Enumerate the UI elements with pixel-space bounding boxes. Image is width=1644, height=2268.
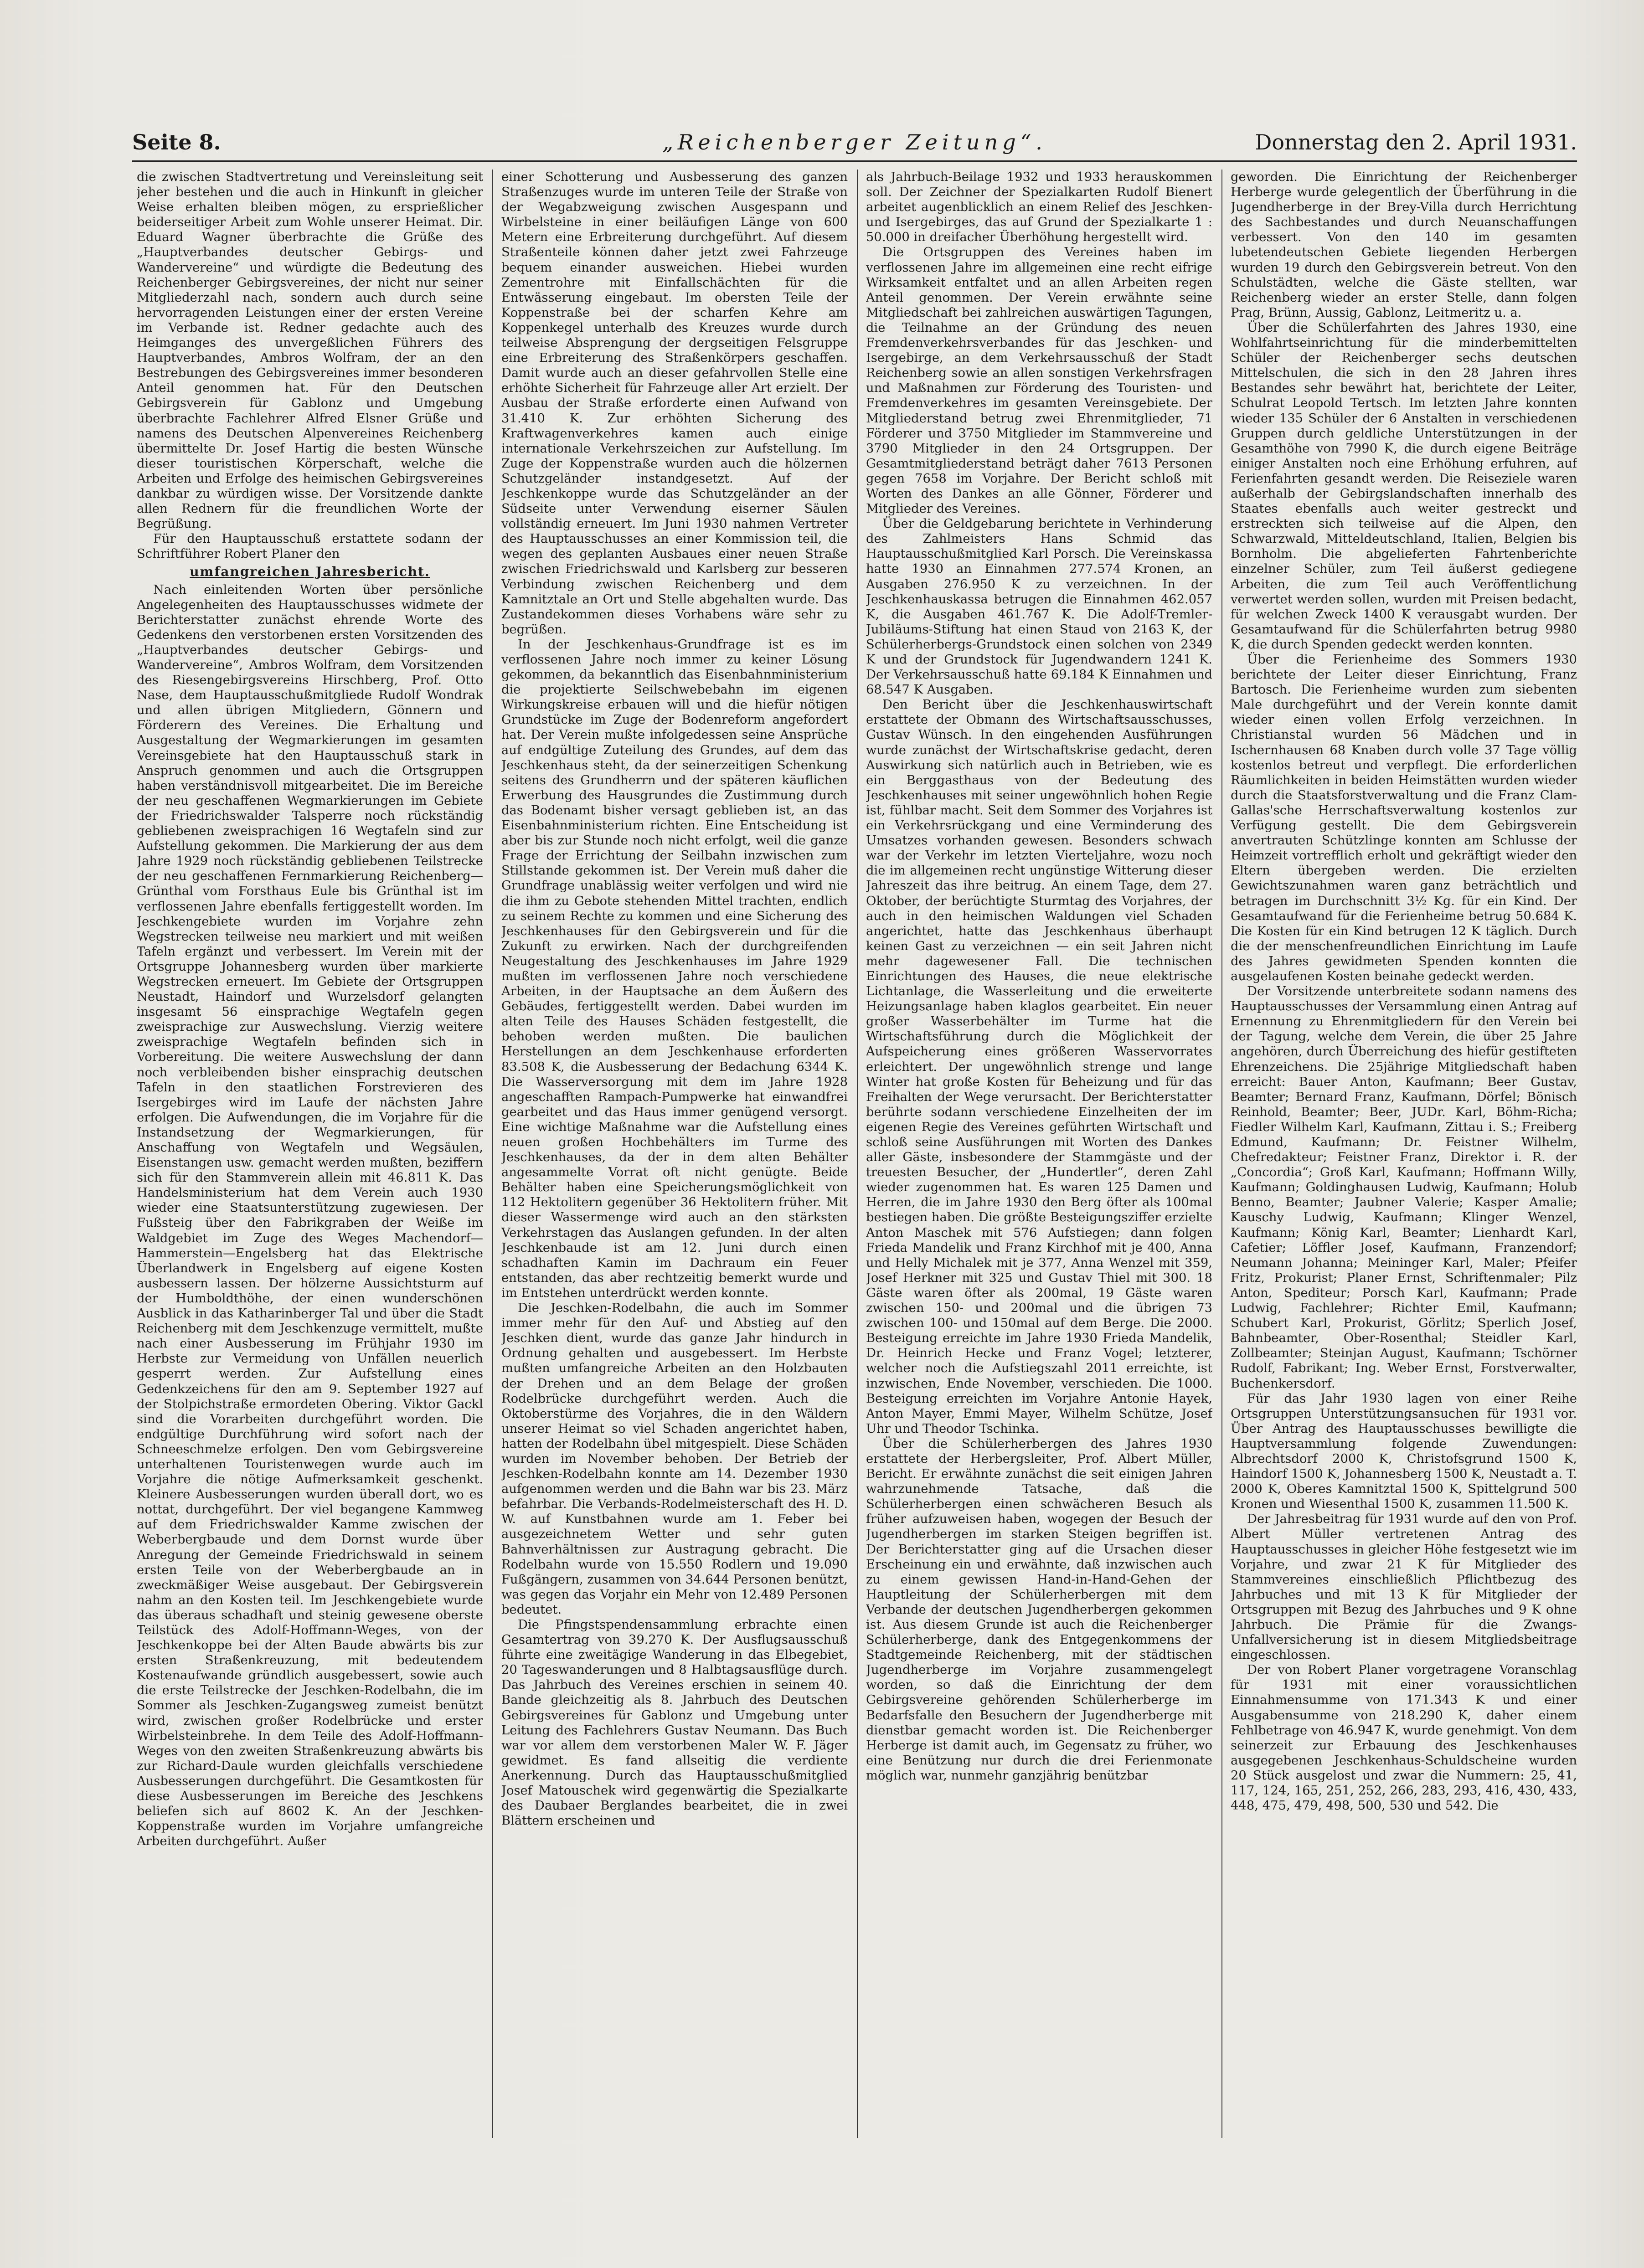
paragraph: einer Schotterung und Ausbesserung des ganzen Straßenzuges wurde im unteren Teile der Straße von der Wegabzweigung zwischen Ausgespann und Wirbelsteine in einer beiläufigen Länge von 600 Metern eine Erbreiterung durchgeführt. Auf diesem Straßenteile können daher jetzt zwei Fahrzeuge bequem einander ausweichen. Hiebei wurden Zementrohre mit Einfallschächten für die Entwässerung eingebaut. Im obersten Teile der Koppenstraße bei der scharfen Kehre am Koppenkegel unterhalb des Kreuzes wurde durch teilweise Absprengung der dergseitigen Felsgruppe eine Erbreiterung des Straßenkörpers geschaffen. Damit wurde auch an dieser gefahrvollen Stelle eine erhöhte Sicherheit für Fahrzeuge aller Art erzielt. Der Ausbau der Straße erforderte einen Aufwand von 31.410 K. Zur erhöhten Sicherung des Kraftwagenverkehres kamen auch einige internationale Verkehrszeichen zur Aufstellung. Im Zuge der Koppenstraße wurden auch die hölzernen Schutzgeländer instandgesetzt. Auf der Jeschkenkoppe wurde das Schutzgeländer an der Südseite unter Verwendung eiserner Säulen vollständig erneuert. Im Juni 1930 nahmen Vertreter des Hauptausschusses an einer Kommission teil, die wegen des geplanten Ausbaues einer neuen Straße zwischen Friedrichswald und Karlsberg zur besseren Verbindung zwischen Reichenberg und dem Kamnitztale an Ort und Stelle abgehalten wurde. Das Zustandekommen dieses Vorhabens wäre sehr zu begrüßen.: [501, 170, 848, 637]
column-divider: [492, 170, 493, 2138]
paragraph: Die Ortsgruppen des Vereines haben im verflossenen Jahre im allgemeinen eine recht eifrige Wirksamkeit entfaltet und an allen Arbeiten regen Anteil genommen. Der Verein erwähnte seine Mitgliedschaft bei zahlreichen auswärtigen Tagungen, die Teilnahme an der Gründung des neuen Fremdenverkehrsverbandes für das Jeschken- und Isergebirge, an dem Verkehrsausschuß der Stadt Reichenberg sowie an allen sonstigen Verkehrsfragen und Maßnahmen zur Förderung des Touristen- und Fremdenverkehres im gesamten Vereinsgebiete. Der Mitgliederstand betrug zwei Ehrenmitglieder, 71 Förderer und 3750 Mitglieder im Stammvereine und 3790 Mitglieder in den 24 Ortsgruppen. Der Gesamtmitgliederstand beträgt daher 7613 Personen gegen 7658 im Vorjahre. Der Bericht schloß mit Worten des Dankes an alle Gönner, Förderer und Mitglieder des Vereines.: [866, 245, 1212, 516]
paragraph: Über die Schülerfahrten des Jahres 1930, eine Wohlfahrtseinrichtung für die minderbemittelten Schüler der Reichenberger sechs deutschen Mittelschulen, die sich in den 28 Jahren ihres Bestandes sehr bewährt hat, berichtete der Leiter, Schulrat Leopold Tertsch. Im letzten Jahre konnten wieder 135 Schüler der 6 Anstalten in verschiedenen Gruppen durch geldliche Unterstützungen in der Gesamthöhe von 7990 K, die durch eigene Beiträge einiger Anstalten noch eine Erhöhung erfuhren, auf Ferienfahrten gesandt werden. Die Reiseziele waren außerhalb der Gebirgslandschaften innerhalb des Staates ebenfalls auch weiter gestreckt und erstreckten sich teilweise auf die Alpen, den Schwarzwald, Mitteldeutschland, Italien, Belgien bis Bornholm. Die abgelieferten Fahrtenberichte einzelner Schüler, zum Teil äußerst gediegene Arbeiten, die zum Teil auch Veröffentlichung verwertet werden sollen, wurden mit Preisen bedacht, für welchen Zweck 1400 K verausgabt wurden. Der Gesamtaufwand für die Schülerfahrten betrug 9980 K, die durch Spenden gedeckt werden konnten.: [1231, 320, 1577, 652]
paragraph: Über die Ferienheime des Sommers 1930 berichtete der Leiter dieser Einrichtung, Franz Bartosch. Die Ferienheime wurden zum siebenten Male durchgeführt und der Verein konnte damit wieder einen vollen Erfolg verzeichnen. In Christianstal wurden 56 Mädchen und in Ischernhausen 68 Knaben durch volle 37 Tage völlig kostenlos betreut und verpflegt. Die erforderlichen Räumlichkeiten in beiden Heimstätten wurden wieder durch die Staatsforstverwaltung und die Franz Clam-Gallas'sche Herrschaftsverwaltung kostenlos zur Verfügung gestellt. Die dem Gebirgsverein anvertrauten Schützlinge konnten am Schlusse der Heimzeit vortrefflich erholt und gekräftigt wieder den Eltern übergeben werden. Die erzielten Gewichtszunahmen waren ganz beträchtlich und betragen im Durchschnitt 3½ Kg. für ein Kind. Der Gesamtaufwand für die Ferienheime betrug 50.684 K. Die Kosten für ein Kind betrugen 12 K täglich. Durch die der menschenfreundlichen Einrichtung im Laufe des Jahres gewidmeten Spenden konnten die ausgelaufenen Kosten beinahe gedeckt werden.: [1231, 653, 1577, 983]
paragraph: die zwischen Stadtvertretung und Vereinsleitung seit jeher bestehen und die auch in Hinkunft in gleicher Weise erhalten bleiben mögen, zu ersprießlicher beiderseitiger Arbeit zum Wohle unserer Heimat. Dir. Eduard Wagner überbrachte die Grüße des „Hauptverbandes deutscher Gebirgs- und Wandervereine“ und würdigte die Bedeutung des Reichenberger Gebirgsvereines, der nicht nur seiner Mitgliederzahl nach, sondern auch durch seine hervorragenden Leistungen einer der ersten Vereine im Verbande ist. Redner gedachte auch des Heimganges des unvergeßlichen Führers des Hauptverbandes, Ambros Wolfram, der an den Bestrebungen des Gebirgsvereines immer besonderen Anteil genommen hat. Für den Deutschen Gebirgsverein für Gablonz und Umgebung überbrachte Fachlehrer Alfred Elsner Grüße und namens des Deutschen Alpenvereines Reichenberg übermittelte Dr. Josef Hartig die besten Wünsche dieser touristischen Körperschaft, welche die Arbeiten und Erfolge des heimischen Gebirgsvereines dankbar zu würdigen wisse. Der Vorsitzende dankte allen Rednern für die freundlichen Worte der Begrüßung.: [137, 170, 483, 531]
paragraph: als Jahrbuch-Beilage 1932 und 1933 herauskommen soll. Der Zeichner der Spezialkarten Rudolf Bienert arbeitet augenblicklich an einem Relief des Jeschken- und Isergebirges, das auf Grund der Spezialkarte 1 : 50.000 in dreifacher Überhöhung hergestellt wird.: [866, 170, 1212, 245]
paragraph: Über die Schülerherbergen des Jahres 1930 erstattete der Herbergsleiter, Prof. Albert Müller, Bericht. Er erwähnte zunächst die seit einigen Jahren wahrzunehmende Tatsache, daß die Schülerherbergen einen schwächeren Besuch als früher aufzuweisen haben, wogegen der Besuch der Jugendherbergen im starken Steigen begriffen ist. Der Berichterstatter ging auf die Ursachen dieser Erscheinung ein und erwähnte, daß inzwischen auch zu einem gewissen Hand-in-Hand-Gehen der Hauptleitung der Schülerherbergen mit dem Verbande der deutschen Jugendherbergen gekommen ist. Aus diesem Grunde ist auch die Reichenberger Schülerherberge, dank des Entgegenkommens der Stadtgemeinde Reichenberg, mit der städtischen Jugendherberge im Vorjahre zusammengelegt worden, so daß die Einrichtung der dem Gebirgsvereine gehörenden Schülerherberge im Bedarfsfalle den Besuchern der Jugendherberge mit dienstbar gemacht worden ist. Die Reichenberger Herberge ist damit auch, im Gegensatz zu früher, wo eine Benützung nur durch die drei Ferienmonate möglich war, nunmehr ganzjährig benützbar: [866, 1436, 1212, 1783]
column-2: [501, 170, 848, 2138]
section-heading: umfangreichen Jahresbericht.: [190, 564, 430, 580]
paragraph: Der Jahresbeitrag für 1931 wurde auf den von Prof. Albert Müller vertretenen Antrag des Hauptausschusses in gleicher Höhe festgesetzt wie im Vorjahre, und zwar 21 K für Mitglieder des Stammvereines einschließlich Pflichtbezug des Jahrbuches und mit 13 K für Mitglieder der Ortsgruppen mit Bezug des Jahrbuches und 9 K ohne Jahrbuch. Die Prämie für die Zwangs-Unfallversicherung ist in diesem Mitgliedsbeitrage eingeschlossen.: [1231, 1512, 1577, 1662]
paragraph: geworden. Die Einrichtung der Reichenberger Herberge wurde gelegentlich der Überführung in die Jugendherberge in der Brey-Villa durch Herrichtung des Sachbestandes und durch Neuanschaffungen verbessert. Von den 140 im gesamten lubetendeutschen Gebiete liegenden Herbergen wurden 19 durch den Gebirgsverein betreut. Von den Schulstädten, welche die Gäste stellten, war Reichenberg wieder an erster Stelle, dann folgen Prag, Brünn, Aussig, Gablonz, Leitmeritz u. a.: [1231, 170, 1577, 320]
issue-date: Donnerstag den 2. April 1931.: [1255, 130, 1577, 154]
column-divider: [857, 170, 858, 2138]
page-number: Seite 8.: [132, 130, 221, 154]
paragraph: Für den Hauptausschuß erstattete sodann der Schriftführer Robert Planer den: [137, 532, 483, 561]
column-divider: [1221, 170, 1222, 2138]
paragraph: Die Jeschken-Rodelbahn, die auch im Sommer immer mehr für den Auf- und Abstieg auf den Jeschken dient, wurde das ganze Jahr hindurch in Ordnung gehalten und ausgebessert. Im Herbste mußten umfangreiche Arbeiten an den Holzbauten der Drehen und an dem Belage der großen Rodelbrücke durchgeführt werden. Auch die Oktoberstürme des Vorjahres, die in den Wäldern unserer Heimat so viel Schaden angerichtet haben, hatten der Rodelbahn übel mitgespielt. Diese Schäden wurden im November behoben. Der Betrieb der Jeschken-Rodelbahn konnte am 14. Dezember 1930 aufgenommen werden und die Bahn war bis 23. März befahrbar. Die Verbands-Rodelmeisterschaft des H. D. W. auf Kunstbahnen wurde am 1. Feber bei ausgezeichnetem Wetter und sehr guten Bahnverhältnissen zur Austragung gebracht. Die Rodelbahn wurde von 15.550 Rodlern und 19.090 Fußgängern, zusammen von 34.644 Personen benützt, was gegen das Vorjahr ein Mehr von 12.489 Personen bedeutet.: [501, 1301, 848, 1617]
article-columns: [137, 170, 1577, 2138]
paragraph: Für das Jahr 1930 lagen von einer Reihe Ortsgruppen Unterstützungsansuchen für 1931 vor. Über Antrag des Hauptausschusses bewilligte die Hauptversammlung folgende Zuwendungen: Albrechtsdorf 2000 K, Christofsgrund 1500 K, Haindorf 1500 K, Johannesberg 1500 K, Neustadt a. T. 2000 K, Oberes Kamnitztal 1500 K, Spittelgrund 500 Kronen und Wiesenthal 1500 K, zusammen 11.500 K.: [1231, 1391, 1577, 1512]
paragraph: Der von Robert Planer vorgetragene Voranschlag für 1931 mit einer voraussichtlichen Einnahmensumme von 171.343 K und einer Ausgabensumme von 218.290 K, daher einem Fehlbetrage von 46.947 K, wurde genehmigt. Von dem seinerzeit zur Erbauung des Jeschkenhauses ausgegebenen Jeschkenhaus-Schuldscheine wurden 20 Stück ausgelost und zwar die Nummern: 25, 41, 117, 124, 165, 251, 252, 266, 283, 293, 416, 430, 433, 448, 475, 479, 498, 500, 530 und 542. Die: [1231, 1663, 1577, 1813]
column-1: [137, 170, 483, 2138]
paragraph: In der Jeschkenhaus-Grundfrage ist es im verflossenen Jahre noch immer zu keiner Lösung gekommen, da bekanntlich das Eisenbahnministerium die projektierte Seilschwebebahn im eigenen Wirkungskreise erbauen will und die hiefür nötigen Grundstücke im Zuge der Bodenreform angefordert hat. Der Verein mußte infolgedessen seine Ansprüche auf endgültige Zuteilung des Grundes, auf dem das Jeschkenhaus steht, da der seinerzeitigen Schenkung seitens des Grundherrn und der späteren käuflichen Erwerbung des Hausgrundes die Zustimmung durch das Bodenamt bisher versagt geblieben ist, an das Eisenbahnministerium richten. Eine Entscheidung ist aber bis zur Stunde noch nicht erfolgt, weil die ganze Frage der Errichtung der Seilbahn inzwischen zum Stillstande gekommen ist. Der Verein muß daher die Grundfrage unablässig weiter verfolgen und wird nie die ihm zu Gebote stehenden Mittel trachten, endlich zu seinem Rechte zu kommen und eine Sicherung des Jeschkenhauses für den Gebirgsverein und für die Zukunft zu erwirken. Nach der durchgreifenden Neugestaltung des Jeschkenhauses im Jahre 1929 mußten im verflossenen Jahre noch verschiedene Arbeiten, in der Hauptsache an dem Äußern des Gebäudes, fertiggestellt werden. Dabei wurden im alten Teile des Hauses Schäden festgestellt, die behoben werden mußten. Die baulichen Herstellungen an dem Jeschkenhause erforderten 83.508 K, die Ausbesserung der Bedachung 6344 K. Die Wasserversorgung mit dem im Jahre 1928 angeschafften Rampach-Pumpwerke hat einwandfrei gearbeitet und das Haus immer genügend versorgt. Eine wichtige Maßnahme war die Aufstellung eines neuen großen Hochbehälters im Turme des Jeschkenhauses, da der in dem alten Behälter angesammelte Vorrat oft nicht genügte. Beide Behälter haben eine Speicherungsmöglichkeit von 112 Hektolitern gegenüber 36 Hektolitern früher. Mit dieser Wassermenge wird auch an den stärksten Verkehrstagen das Auslangen gefunden. In der alten Jeschkenbaude ist am 12. Juni durch einen schadhaften Kamin im Dachraum ein Feuer entstanden, das aber rechtzeitig bemerkt wurde und im Entstehen unterdrückt werden konnte.: [501, 637, 848, 1300]
newspaper-title: „Reichenberger Zeitung“.: [662, 130, 1047, 154]
paragraph: Die Pfingstspendensammlung erbrachte einen Gesamtertrag von 39.270 K. Der Ausflugsausschuß führte eine zweitägige Wanderung in das Elbegebiet, 20 Tageswanderungen und 8 Halbtagsausflüge durch. Das Jahrbuch des Vereines erschien in seinem 40. Bande gleichzeitig als 8. Jahrbuch des Deutschen Gebirgsvereines für Gablonz und Umgebung unter Leitung des Fachlehrers Gustav Neumann. Das Buch war vor allem dem verstorbenen Maler W. F. Jäger gewidmet. Es fand allseitig die verdiente Anerkennung. Durch das Hauptausschußmitglied Josef Matouschek wird gegenwärtig die Spezialkarte des Daubaer Berglandes bearbeitet, die in zwei Blättern erscheinen und: [501, 1618, 848, 1828]
paragraph: Über die Geldgebarung berichtete in Verhinderung des Zahlmeisters Hans Schmid das Hauptausschußmitglied Karl Porsch. Die Vereinskassa hatte 1930 an Einnahmen 277.574 Kronen, an Ausgaben 276.950 K zu verzeichnen. In der Jeschkenhauskassa betrugen die Einnahmen 462.057 K, die Ausgaben 461.767 K. Die Adolf-Tremler-Jubiläums-Stiftung hat einen Staud von 2163 K, der Schülerherbergs-Grundstock einen solchen von 2349 K und der Grundstock für Jugendwandern 1241 K. Der Verkehrsausschuß hatte 69.184 K Einnahmen und 68.547 K Ausgaben.: [866, 517, 1212, 697]
column-4: [1231, 170, 1577, 2138]
page-header: [132, 129, 1577, 162]
paragraph: Den Bericht über die Jeschkenhauswirtschaft erstattete der Obmann des Wirtschaftsausschusses, Gustav Wünsch. In den eingehenden Ausführungen wurde zunächst der Wirtschaftskrise gedacht, deren Auswirkung sich natürlich auch in Betrieben, wie es ein Berggasthaus von der Bedeutung des Jeschkenhauses mit seiner ungewöhnlich hohen Regie ist, fühlbar macht. Seit dem Sommer des Vorjahres ist ein Verkehrsrückgang und eine Verminderung des Umsatzes vorhanden gewesen. Besonders schwach war der Verkehr im letzten Vierteljahre, wozu noch die im allgemeinen recht ungünstige Witterung dieser Jahreszeit das ihre beitrug. An einem Tage, dem 27. Oktober, der berüchtigte Sturmtag des Vorjahres, der auch in den heimischen Waldungen viel Schaden angerichtet, hatte das Jeschkenhaus überhaupt keinen Gast zu verzeichnen — ein seit Jahren nicht mehr dagewesener Fall. Die technischen Einrichtungen des Hauses, die neue elektrische Lichtanlage, die Wasserleitung und die erweiterte Heizungsanlage haben klaglos gearbeitet. Ein neuer großer Wasserbehälter im Turme hat die Wirtschaftsführung durch die Möglichkeit der Aufspeicherung eines größeren Wasservorrates erleichtert. Der ungewöhnlich strenge und lange Winter hat große Kosten für Beheizung und für das Freihalten der Wege verursacht. Der Berichterstatter berührte sodann verschiedene Einzelheiten der im eigenen Regie des Vereines geführten Wirtschaft und schloß seine Ausführungen mit Worten des Dankes aller Gäste, insbesondere der Stammgäste und der treuesten Besucher, der „Hundertler“, deren Zahl wieder zugenommen hat. Es waren 125 Damen und Herren, die im Jahre 1930 den Berg öfter als 100mal bestiegen haben. Die größte Besteigungsziffer erzielte Anton Maschek mit 576 Aufstiegen; dann folgen Frieda Mandelik und Franz Kirchhof mit je 400, Anna und Helly Michalek mit je 377, Anna Wenzel mit 359, Josef Herkner mit 325 und Gustav Thiel mit 300. 18 Gäste waren öfter als 200mal, 19 Gäste waren zwischen 150- und 200mal und die übrigen 73 zwischen 100- und 150mal auf dem Berge. Die 2000. Besteigung erreichte im Jahre 1930 Frieda Mandelik, Dr. Heinrich Hecke und Franz Vogel; letzterer, welcher noch die Aufstiegszahl 2011 erreichte, ist inzwischen, Ende November, verschieden. Die 1000. Besteigung erreichten im Vorjahre Antonie Hayek, Anton Mayer, Emmi Mayer, Wilhelm Schütze, Josef Uhr und Theodor Tschinka.: [866, 698, 1212, 1436]
paragraph: Nach einleitenden Worten über persönliche Angelegenheiten des Hauptausschusses widmete der Berichterstatter zunächst ehrende Worte des Gedenkens den verstorbenen ersten Vorsitzenden des „Hauptverbandes deutscher Gebirgs- und Wandervereine“, Ambros Wolfram, dem Vorsitzenden des Riesengebirgsvereins Hirschberg, Prof. Otto Nase, dem Hauptausschußmitgliede Rudolf Wondrak und allen übrigen Mitgliedern, Gönnern und Förderern des Vereines. Die Erhaltung und Ausgestaltung der Wegmarkierungen im gesamten Vereinsgebiete hat den Hauptausschuß stark in Anspruch genommen und auch die Ortsgruppen haben verständnisvoll mitgearbeitet. Die im Bereiche der neu geschaffenen Wegmarkierungen im Gebiete der Friedrichswalder Talsperre noch rückständig gebliebenen zweisprachigen 16 Wegtafeln sind zur Aufstellung gekommen. Die Markierung der aus dem Jahre 1929 noch rückständig gebliebenen Teilstrecke der neu geschaffenen Fernmarkierung Reichenberg—Grünthal vom Forsthaus Eule bis Grünthal ist im verflossenen Jahre ebenfalls fertiggestellt worden. Im Jeschkengebiete wurden im Vorjahre zehn Wegstrecken teilweise neu markiert und mit weißen Tafeln ergänzt und verbessert. Im Verein mit der Ortsgruppe Johannesberg wurden über markierte Wegstrecken erneuert. Im Gebiete der Ortsgruppen Neustadt, Haindorf und Wurzelsdorf gelangten insgesamt 56 einsprachige Wegtafeln gegen zweisprachige zur Auswechslung. Vierzig weitere zweisprachige Wegtafeln befinden sich in Vorbereitung. Die weitere Auswechslung der dann noch verbleibenden bisher einsprachig deutschen Tafeln in den staatlichen Forstrevieren des Isergebirges wird im Laufe der nächsten Jahre erfolgen. Die Aufwendungen, die im Vorjahre für die Instandsetzung der Wegmarkierungen, für Anschaffung von Wegtafeln und Wegsäulen, Eisenstangen usw. gemacht werden mußten, beziffern sich für den Stammverein allein mit 46.811 K. Das Handelsministerium hat dem Verein auch 1930 wieder eine Staatsunterstützung zugewiesen. Der Fußsteig über den Fabrikgraben der Weiße im Waldgebiet im Zuge des Weges Machendorf—Hammerstein—Engelsberg hat das Elektrische Überlandwerk in Engelsberg auf eigene Kosten ausbessern lassen. Der hölzerne Aussichtsturm auf der Humboldthöhe, der einen wunderschönen Ausblick in das Katharinberger Tal und über die Stadt Reichenberg mit dem Jeschkenzuge vermittelt, mußte nach einer Ausbesserung im Frühjahr 1930 im Herbste zur Vermeidung von Unfällen neuerlich gesperrt werden. Zur Aufstellung eines Gedenkzeichens für den am 9. September 1927 auf der Stolpichstraße ermordeten Obering. Viktor Gackl sind die Vorarbeiten durchgeführt worden. Die endgültige Durchführung wird sofort nach der Schneeschmelze erfolgen. Den vom Gebirgsvereine unterhaltenen Touristenwegen wurde auch im Vorjahre die nötige Aufmerksamkeit geschenkt. Kleinere Ausbesserungen wurden überall dort, wo es nottat, durchgeführt. Der viel begangene Kammweg auf dem Friedrichswalder Kamme zwischen der Weberbergbaude und dem Dornst wurde über Anregung der Gemeinde Friedrichswald in seinem ersten Teile von der Weberbergbaude an in zweckmäßiger Weise ausgebaut. Der Gebirgsverein nahm an den Kosten teil. Im Jeschkengebiete wurde das überaus schadhaft und steinig gewesene oberste Teilstück des Adolf-Hoffmann-Weges, von der Jeschkenkoppe bei der Alten Baude abwärts bis zur ersten Straßenkreuzung, mit bedeutendem Kostenaufwande gründlich ausgebessert, sowie auch die erste Teilstrecke der Jeschken-Rodelbahn, die im Sommer als Jeschken-Zugangsweg zumeist benützt wird, zwischen großer Rodelbrücke und erster Wirbelsteinbrehe. In dem Teile des Adolf-Hoffmann-Weges von den zweiten Straßenkreuzung abwärts bis zur Richard-Daule wurden gleichfalls verschiedene Ausbesserungen durchgeführt. Die Gesamtkosten für diese Ausbesserungen im Bereiche des Jeschkens beliefen sich auf 8602 K. An der Jeschken-Koppenstraße wurden im Vorjahre umfangreiche Arbeiten durchgeführt. Außer: [137, 582, 483, 1849]
column-3: [866, 170, 1212, 2138]
paragraph: Der Vorsitzende unterbreitete sodann namens des Hauptausschusses der Versammlung einen Antrag auf Ernennung zu Ehrenmitgliedern für den Verein bei der Tagung, welche dem Verein, die über 25 Jahre angehören, durch Überreichung des hiefür gestifteten Ehrenzeichens. Die 25jährige Mitgliedschaft haben erreicht: Bauer Anton, Kaufmann; Beer Gustav, Beamter; Bernard Franz, Kaufmann, Dörfel; Bönisch Reinhold, Beamter; Beer, JUDr. Karl, Böhm-Richa; Fiedler Wilhelm Karl, Kaufmann, Zittau i. S.; Freiberg Edmund, Kaufmann; Dr. Feistner Wilhelm, Chefredakteur; Feistner Franz, Direktor i. R. der „Concordia“; Groß Karl, Kaufmann; Hoffmann Willy, Kaufmann; Goldinghausen Ludwig, Kaufmann; Holub Benno, Beamter; Jaubner Valerie; Kasper Amalie; Kauschy Ludwig, Kaufmann; Klinger Wenzel, Kaufmann; König Karl, Beamter; Lienhardt Karl, Cafetier; Löffler Josef, Kaufmann, Franzendorf; Neumann Johanna; Meininger Karl, Maler; Pfeifer Fritz, Prokurist; Planer Ernst, Schriftenmaler; Pilz Anton, Spediteur; Porsch Karl, Kaufmann; Prade Ludwig, Fachlehrer; Richter Emil, Kaufmann; Schubert Karl, Prokurist, Görlitz; Sperlich Josef, Bahnbeamter, Ober-Rosenthal; Steidler Karl, Zollbeamter; Steinjan August, Kaufmann; Tschörner Rudolf, Fabrikant; Ing. Weber Ernst, Forstverwalter, Buchenkersdorf.: [1231, 984, 1577, 1391]
